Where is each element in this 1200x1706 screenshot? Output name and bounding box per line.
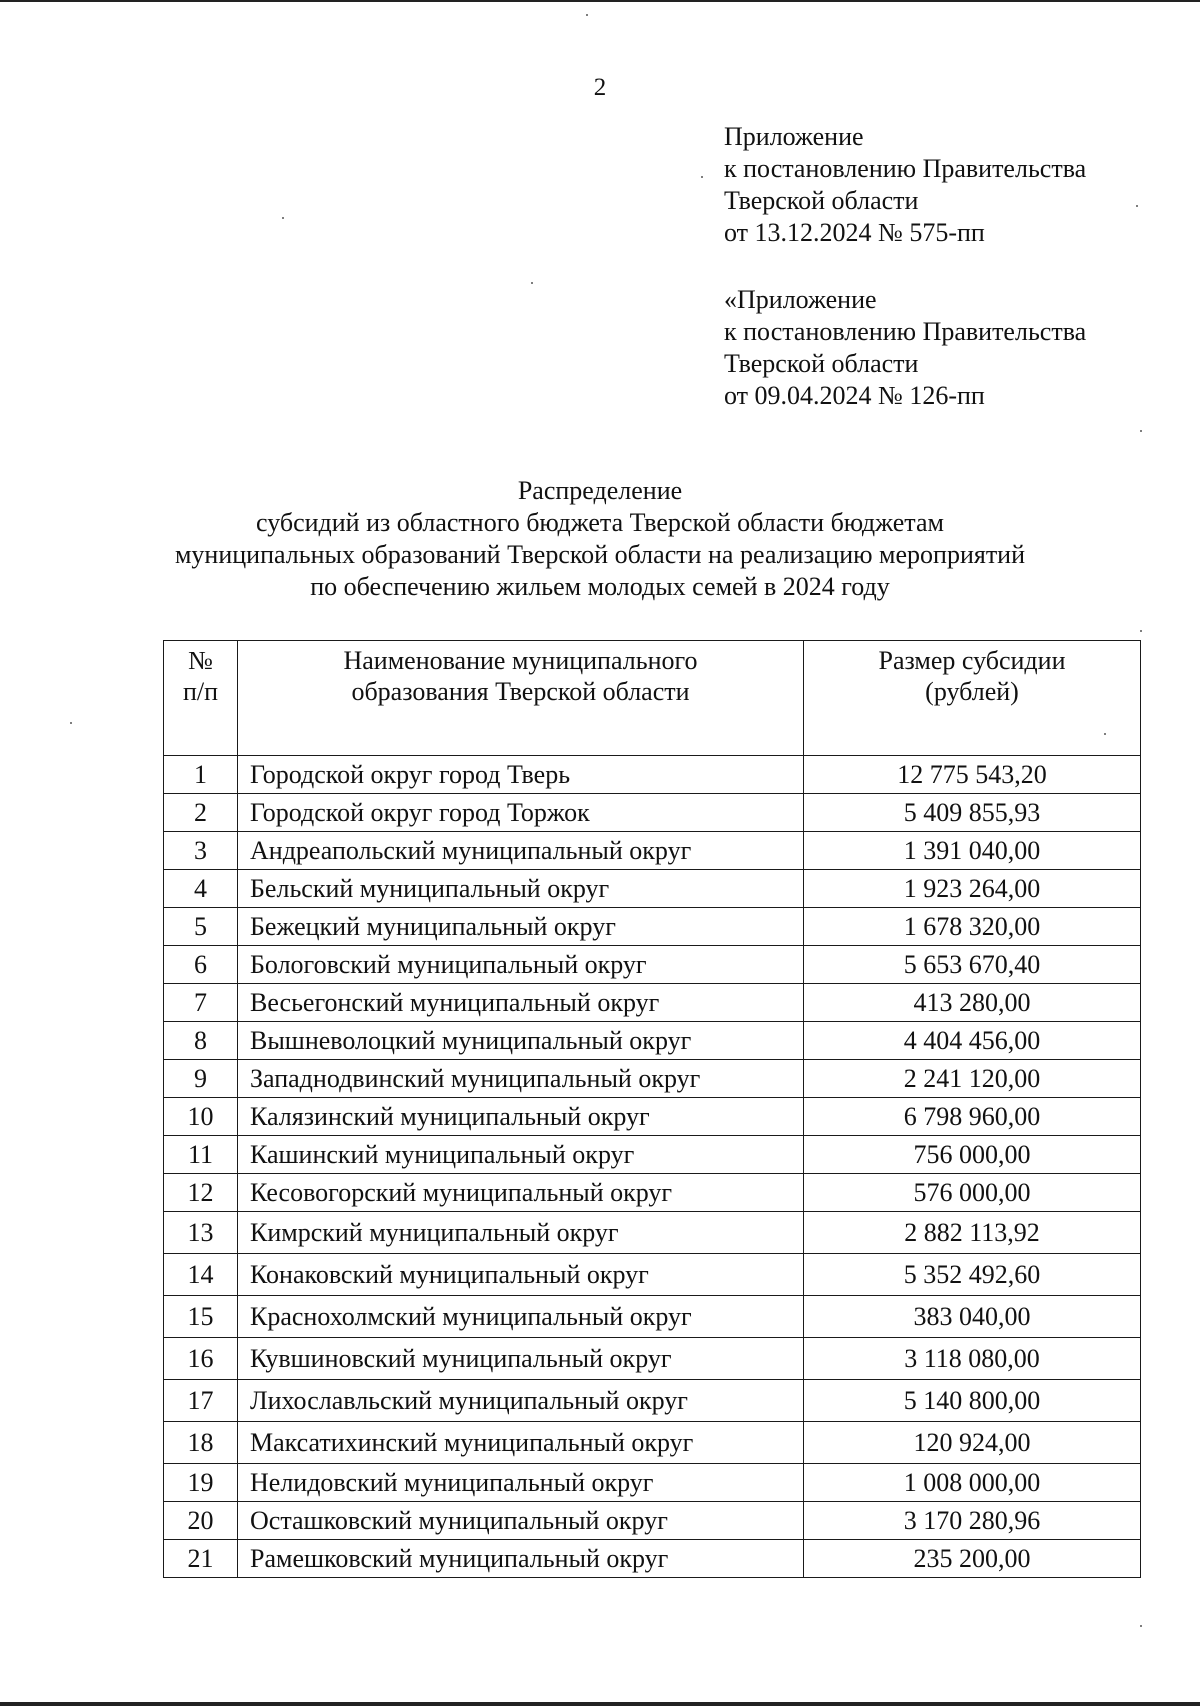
row-number-cell: 15 bbox=[164, 1296, 238, 1338]
table-row bbox=[164, 832, 1141, 870]
municipality-name-cell: Городской округ город Тверь bbox=[238, 756, 804, 794]
subsidy-amount-cell: 1 923 264,00 bbox=[804, 870, 1141, 908]
appendix-current-line: Тверской области bbox=[724, 186, 919, 215]
row-number-cell: 14 bbox=[164, 1254, 238, 1296]
appendix-original-block bbox=[724, 284, 1086, 412]
table-row bbox=[164, 794, 1141, 832]
subsidy-amount-cell: 383 040,00 bbox=[804, 1296, 1141, 1338]
header-municipality-line: Наименование муниципального bbox=[343, 646, 698, 675]
document-title bbox=[0, 475, 1200, 603]
row-number-cell: 4 bbox=[164, 870, 238, 908]
scan-speck bbox=[586, 14, 588, 16]
municipality-name-cell: Конаковский муниципальный округ bbox=[238, 1254, 804, 1296]
header-number-line: п/п bbox=[182, 677, 219, 706]
scan-edge-bottom bbox=[0, 1702, 1200, 1706]
municipality-name-cell: Рамешковский муниципальный округ bbox=[238, 1540, 804, 1578]
row-number-cell: 10 bbox=[164, 1098, 238, 1136]
subsidy-amount-cell: 12 775 543,20 bbox=[804, 756, 1141, 794]
subsidy-amount-cell: 576 000,00 bbox=[804, 1174, 1141, 1212]
row-number-cell: 9 bbox=[164, 1060, 238, 1098]
table-row bbox=[164, 1464, 1141, 1502]
municipality-name-cell: Бежецкий муниципальный округ bbox=[238, 908, 804, 946]
row-number-cell: 1 bbox=[164, 756, 238, 794]
table-row bbox=[164, 1212, 1141, 1254]
appendix-original-line: Тверской области bbox=[724, 349, 919, 378]
table-row bbox=[164, 1380, 1141, 1422]
subsidies-table bbox=[163, 640, 1141, 1578]
title-line: по обеспечению жильем молодых семей в 2024 году bbox=[310, 572, 890, 601]
municipality-name-cell: Западнодвинский муниципальный округ bbox=[238, 1060, 804, 1098]
scan-speck bbox=[1140, 1625, 1142, 1627]
municipality-name-cell: Андреапольский муниципальный округ bbox=[238, 832, 804, 870]
table-row bbox=[164, 946, 1141, 984]
table-row bbox=[164, 984, 1141, 1022]
subsidy-amount-cell: 1 391 040,00 bbox=[804, 832, 1141, 870]
subsidy-amount-cell: 413 280,00 bbox=[804, 984, 1141, 1022]
subsidy-amount-cell: 6 798 960,00 bbox=[804, 1098, 1141, 1136]
row-number-cell: 17 bbox=[164, 1380, 238, 1422]
title-line: муниципальных образований Тверской области на реализацию мероприятий bbox=[174, 540, 1026, 569]
title-line: Распределение bbox=[517, 476, 683, 505]
row-number-cell: 19 bbox=[164, 1464, 238, 1502]
municipality-name-cell: Краснохолмский муниципальный округ bbox=[238, 1296, 804, 1338]
municipality-name-cell: Осташковский муниципальный округ bbox=[238, 1502, 804, 1540]
subsidy-amount-cell: 4 404 456,00 bbox=[804, 1022, 1141, 1060]
row-number-cell: 12 bbox=[164, 1174, 238, 1212]
municipality-name-cell: Вышневолоцкий муниципальный округ bbox=[238, 1022, 804, 1060]
municipality-name-cell: Бельский муниципальный округ bbox=[238, 870, 804, 908]
header-municipality bbox=[238, 641, 804, 756]
municipality-name-cell: Весьегонский муниципальный округ bbox=[238, 984, 804, 1022]
table-row bbox=[164, 1136, 1141, 1174]
municipality-name-cell: Кувшиновский муниципальный округ bbox=[238, 1338, 804, 1380]
table-row bbox=[164, 1060, 1141, 1098]
municipality-name-cell: Кесовогорский муниципальный округ bbox=[238, 1174, 804, 1212]
header-municipality-line: образования Тверской области bbox=[351, 677, 690, 706]
header-amount bbox=[804, 641, 1141, 756]
table-row bbox=[164, 1338, 1141, 1380]
scan-speck bbox=[70, 722, 72, 724]
table-row bbox=[164, 1098, 1141, 1136]
table-row bbox=[164, 1254, 1141, 1296]
header-amount-line: (рублей) bbox=[925, 677, 1019, 706]
header-number bbox=[164, 641, 238, 756]
scan-speck bbox=[701, 176, 703, 178]
page-number: 2 bbox=[593, 74, 607, 101]
table-row bbox=[164, 1022, 1141, 1060]
scan-speck bbox=[1140, 630, 1142, 632]
scan-speck bbox=[531, 282, 533, 284]
table-row bbox=[164, 1540, 1141, 1578]
appendix-current-block bbox=[724, 121, 1086, 249]
subsidy-amount-cell: 5 140 800,00 bbox=[804, 1380, 1141, 1422]
header-amount-line: Размер субсидии bbox=[878, 646, 1066, 675]
row-number-cell: 6 bbox=[164, 946, 238, 984]
subsidy-amount-cell: 120 924,00 bbox=[804, 1422, 1141, 1464]
subsidy-amount-cell: 756 000,00 bbox=[804, 1136, 1141, 1174]
scan-speck bbox=[1140, 430, 1142, 432]
row-number-cell: 21 bbox=[164, 1540, 238, 1578]
scan-speck bbox=[1136, 205, 1138, 207]
appendix-current-line: к постановлению Правительства bbox=[724, 154, 1087, 183]
subsidy-amount-cell: 2 882 113,92 bbox=[804, 1212, 1141, 1254]
appendix-current-line: от 13.12.2024 № 575-пп bbox=[724, 218, 985, 247]
subsidy-amount-cell: 235 200,00 bbox=[804, 1540, 1141, 1578]
subsidy-amount-cell: 3 118 080,00 bbox=[804, 1338, 1141, 1380]
row-number-cell: 5 bbox=[164, 908, 238, 946]
title-line: субсидий из областного бюджета Тверской области бюджетам bbox=[256, 508, 944, 537]
municipality-name-cell: Нелидовский муниципальный округ bbox=[238, 1464, 804, 1502]
scan-speck bbox=[282, 217, 284, 219]
row-number-cell: 11 bbox=[164, 1136, 238, 1174]
subsidy-amount-cell: 5 352 492,60 bbox=[804, 1254, 1141, 1296]
scan-speck bbox=[1104, 733, 1106, 735]
header-number-line: № bbox=[188, 646, 213, 675]
subsidy-amount-cell: 1 678 320,00 bbox=[804, 908, 1141, 946]
row-number-cell: 13 bbox=[164, 1212, 238, 1254]
table-row bbox=[164, 1174, 1141, 1212]
appendix-original-line: от 09.04.2024 № 126-пп bbox=[724, 381, 985, 410]
table-row bbox=[164, 1296, 1141, 1338]
subsidy-amount-cell: 2 241 120,00 bbox=[804, 1060, 1141, 1098]
subsidy-amount-cell: 3 170 280,96 bbox=[804, 1502, 1141, 1540]
table-row bbox=[164, 870, 1141, 908]
row-number-cell: 8 bbox=[164, 1022, 238, 1060]
table-row bbox=[164, 1422, 1141, 1464]
table-row bbox=[164, 908, 1141, 946]
row-number-cell: 18 bbox=[164, 1422, 238, 1464]
row-number-cell: 3 bbox=[164, 832, 238, 870]
subsidy-amount-cell: 1 008 000,00 bbox=[804, 1464, 1141, 1502]
municipality-name-cell: Калязинский муниципальный округ bbox=[238, 1098, 804, 1136]
row-number-cell: 20 bbox=[164, 1502, 238, 1540]
table-header-row bbox=[164, 641, 1141, 756]
appendix-current-line: Приложение bbox=[724, 122, 864, 151]
table-row bbox=[164, 756, 1141, 794]
appendix-original-line: «Приложение bbox=[724, 285, 877, 314]
municipality-name-cell: Максатихинский муниципальный округ bbox=[238, 1422, 804, 1464]
scan-edge-top bbox=[0, 0, 1200, 2]
row-number-cell: 2 bbox=[164, 794, 238, 832]
appendix-original-line: к постановлению Правительства bbox=[724, 317, 1087, 346]
row-number-cell: 16 bbox=[164, 1338, 238, 1380]
table-body bbox=[164, 756, 1141, 1578]
municipality-name-cell: Кашинский муниципальный округ bbox=[238, 1136, 804, 1174]
municipality-name-cell: Лихославльский муниципальный округ bbox=[238, 1380, 804, 1422]
municipality-name-cell: Кимрский муниципальный округ bbox=[238, 1212, 804, 1254]
subsidy-amount-cell: 5 653 670,40 bbox=[804, 946, 1141, 984]
subsidy-amount-cell: 5 409 855,93 bbox=[804, 794, 1141, 832]
row-number-cell: 7 bbox=[164, 984, 238, 1022]
table-row bbox=[164, 1502, 1141, 1540]
municipality-name-cell: Бологовский муниципальный округ bbox=[238, 946, 804, 984]
municipality-name-cell: Городской округ город Торжок bbox=[238, 794, 804, 832]
